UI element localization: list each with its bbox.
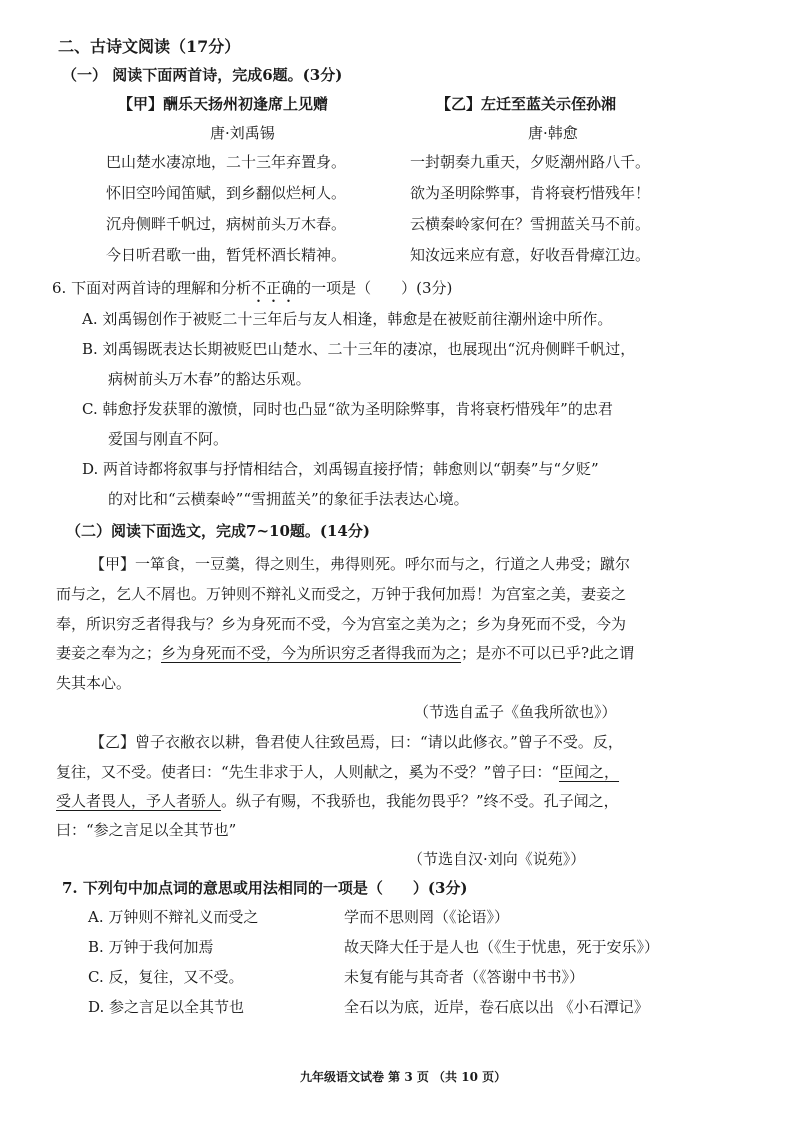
text-a-source: （节选自孟子《鱼我所欲也》） (414, 703, 617, 721)
text-a-line: 而与之，乞人不屑也。万钟则不辩礼义而受之，万钟于我何加焉！为宫室之美，妻妾之 (56, 585, 627, 603)
text-b-line: 曰：“参之言足以全其节也” (56, 821, 237, 839)
poem-b-author: 唐·韩愈 (528, 124, 578, 142)
q7-stem: 7. 下列句中加点词的意思或用法相同的一项是（ ）(3分) (62, 879, 468, 897)
q6-stem (52, 277, 452, 306)
q7-option-d-left: D. 参之言足以全其节也 (88, 998, 245, 1016)
q6-stem-emphasis: 不正确 (251, 279, 297, 297)
section-title: 二、古诗文阅读（17分） (58, 37, 241, 56)
q6-option-d: D. 两首诗都将叙事与抒情相结合，刘禹锡直接抒情；韩愈则以“朝奏”与“夕贬” (82, 460, 599, 478)
q7-option-c-right: 未复有能与其奇者（《答谢中书书》） (344, 968, 585, 986)
q7-option-d-right: 全石以为底，近岸，卷石底以出 《小石潭记》 (344, 998, 649, 1016)
q6-option-d-cont: 的对比和“云横秦岭”“雪拥蓝关”的象征手法表达心境。 (108, 490, 469, 508)
poem-b-line: 一封朝奏九重天，夕贬潮州路八千。 (410, 153, 651, 171)
q6-option-c-cont: 爱国与刚直不阿。 (108, 430, 229, 448)
underlined-sentence: 臣闻之， (559, 763, 620, 781)
poem-a-title: 【甲】酬乐天扬州初逢席上见赠 (118, 95, 329, 113)
poem-b-line: 欲为圣明除弊事，肯将衰朽惜残年！ (410, 184, 651, 202)
part2-heading: （二）阅读下面选文，完成7~10题。(14分) (66, 522, 370, 540)
q6-option-b: B. 刘禹锡既表达长期被贬巴山楚水、二十三年的凄凉，也展现出“沉舟侧畔千帆过， (82, 340, 636, 358)
poem-a-line: 怀旧空吟闻笛赋，到乡翻似烂柯人。 (106, 184, 347, 202)
text-b-source: （节选自汉·刘向《说苑》） (408, 850, 586, 868)
poem-b-line: 知汝远来应有意，好收吾骨瘴江边。 (410, 246, 651, 264)
poem-a-author: 唐·刘禹锡 (210, 124, 275, 142)
poem-b-line: 云横秦岭家何在？雪拥蓝关马不前。 (410, 215, 651, 233)
text-segment: ；是亦不可以已乎?此之谓 (461, 644, 635, 662)
text-a-line: 【甲】一箪食，一豆羹，得之则生，弗得则死。呼尔而与之，行道之人弗受；蹴尔 (90, 555, 631, 573)
q7-option-a-left: A. 万钟则不辩礼义而受之 (88, 908, 259, 926)
page-footer: 九年级语文试卷 第 3 页 （共 10 页） (300, 1070, 507, 1084)
part1-heading: （一） 阅读下面两首诗，完成6题。(3分) (62, 66, 343, 84)
text-a-line: 奉，所识穷乏者得我与？乡为身死而不受，今为宫室之美为之；乡为身死而不受，今为 (56, 615, 627, 633)
underlined-sentence: 乡为身死而不受，今为所识穷乏者得我而为之 (161, 644, 462, 662)
text-b-line (56, 761, 619, 782)
text-a-line (56, 642, 634, 663)
poem-a-line: 沉舟侧畔千帆过，病树前头万木春。 (106, 215, 347, 233)
text-segment: 妻妾之奉为之； (56, 644, 162, 662)
q6-option-c: C. 韩愈抒发获罪的激愤，同时也凸显“欲为圣明除弊事，肯将衰朽惜残年”的忠君 (82, 400, 613, 418)
underlined-sentence: 受人者畏人，予人者骄人 (56, 792, 222, 810)
text-segment: 。纵子有赐，不我骄也，我能勿畏乎？”终不受。孔子闻之， (221, 792, 619, 810)
q6-stem-pre: 6. 下面对两首诗的理解和分析 (52, 279, 252, 297)
q7-option-b-right: 故天降大任于是人也（《生于忧患，死于安乐》） (344, 938, 660, 956)
q6-option-a: A. 刘禹锡创作于被贬二十三年后与友人相逢，韩愈是在被贬前往潮州途中所作。 (82, 310, 613, 328)
text-b-line (56, 790, 619, 811)
text-segment: 复往，又不受。使者曰：“先生非求于人，人则献之，奚为不受？”曾子曰：“ (56, 763, 560, 781)
poem-a-line: 今日听君歌一曲，暂凭杯酒长精神。 (106, 246, 347, 264)
q7-option-a-right: 学而不思则罔（《论语》） (344, 908, 510, 926)
text-b-line: 【乙】曾子衣敝衣以耕，鲁君使人往致邑焉，曰：“请以此修衣。”曾子不受。反， (90, 733, 623, 751)
q6-stem-post: 的一项是（ ）(3分) (296, 279, 453, 297)
q7-option-c-left: C. 反，复往，又不受。 (88, 968, 244, 986)
text-a-line: 失其本心。 (56, 674, 132, 692)
poem-b-title: 【乙】左迁至蓝关示侄孙湘 (436, 95, 617, 113)
poem-a-line: 巴山楚水凄凉地，二十三年弃置身。 (106, 153, 347, 171)
q6-option-b-cont: 病树前头万木春”的豁达乐观。 (108, 370, 311, 388)
q7-option-b-left: B. 万钟于我何加焉 (88, 938, 214, 956)
